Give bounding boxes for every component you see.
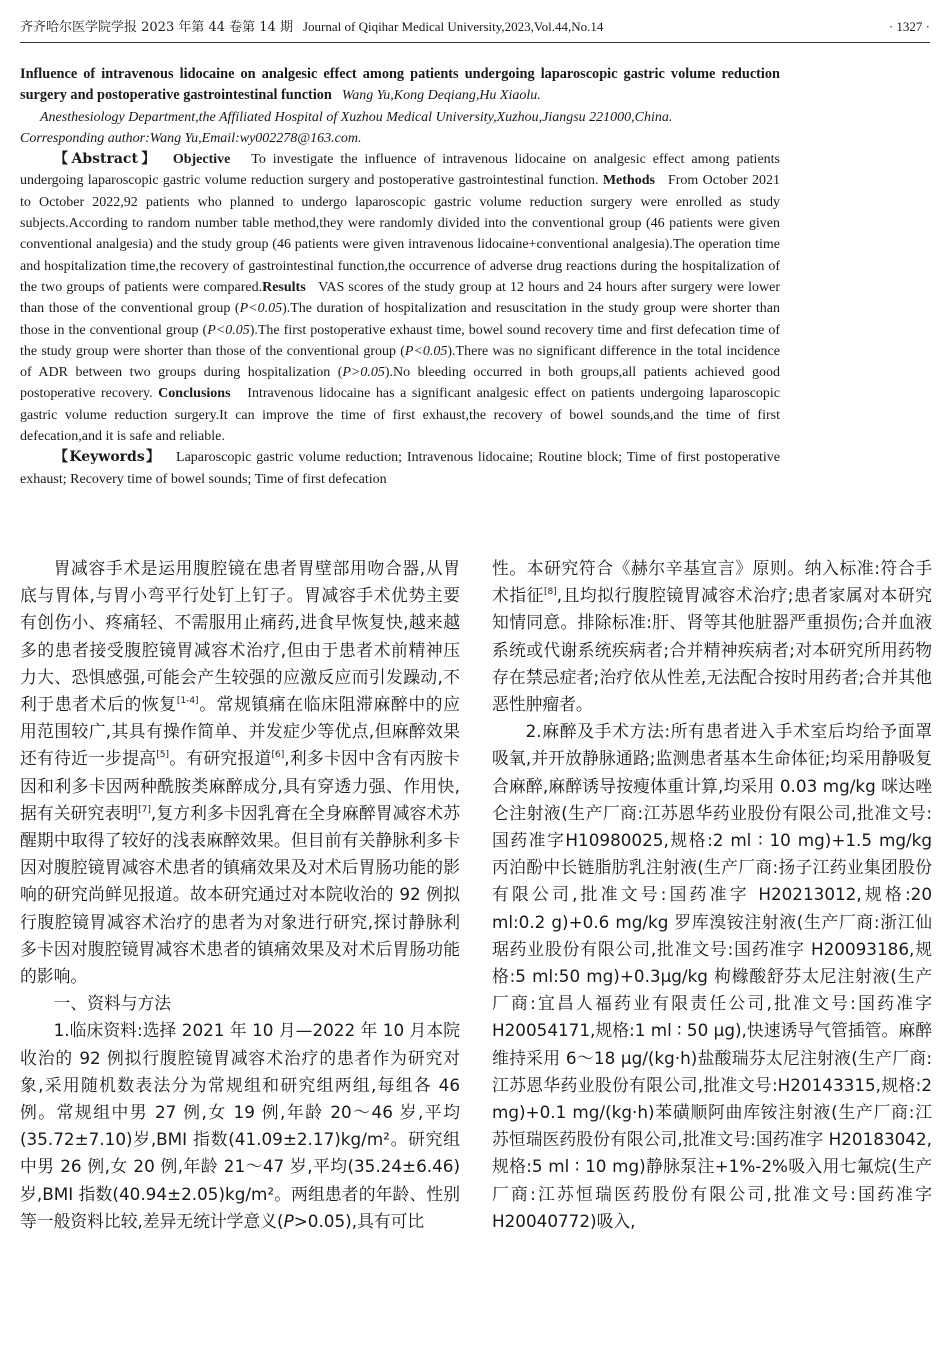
objective-label: Objective [172, 152, 231, 168]
objective-text: To investigate the influence of intravenous lidocaine on analgesic effect among patients undergoing laparoscopic gastric volume reduction surgery and postoperative gastrointestinal function. [20, 152, 780, 189]
title-line [20, 64, 780, 107]
p-value: P<0.05 [404, 343, 448, 359]
running-header [20, 18, 930, 40]
results-text: ).No bleeding occurred in both groups,all patients achieved good postoperative recovery. [20, 365, 780, 402]
body-column-left [20, 555, 460, 1235]
body-text: ,复方利多卡因乳膏在全身麻醉胃减容术苏醒期中取得了较好的浅表麻醉效果。但目前有关静脉利多卡因对腹腔镜胃减容术患者的镇痛效果及对术后胃肠功能的影响的研究尚鲜见报道。故本研究通过对本院收治的 92 例拟行腹腔镜胃减容术治疗的患者为对象进行研究,探讨静脉利多卡因对腹腔镜胃减容术患者的镇痛效果及对术后胃肠功能的影响。 [20, 802, 460, 987]
criteria-paragraph [492, 555, 932, 718]
p-value: P>0.05 [342, 365, 385, 381]
methods-label: Methods [602, 173, 655, 189]
p-value: P<0.05 [239, 301, 283, 317]
journal-name-en: Journal of Qiqihar Medical University,2023,Vol.44,No.14 [302, 19, 604, 34]
keywords-paragraph [20, 447, 780, 490]
body-text: 。常规镇痛在临床阻滞麻醉中的应用范围较广,其具有操作简单、并发症少等优点,但麻醉效果还有待近一步提高 [20, 694, 460, 769]
results-label: Results [262, 279, 306, 295]
header-rule [20, 42, 930, 43]
results-text: ).There was no significant difference in the total incidence of ADR between two groups during hospitalization ( [20, 343, 780, 381]
body-text: >0.05),具有可比 [293, 1210, 425, 1231]
english-abstract-block [20, 64, 780, 490]
affiliation: Anesthesiology Department,the Affiliated Hospital of Xuzhou Medical University,Xuzhou,Jiangsu 221000,China. [40, 109, 673, 125]
keywords-label: 【Keywords】 [54, 449, 162, 466]
methods-text: From October 2021 to October 2022,92 patients who planned to undergo laparoscopic gastric volume reduction surgery were enrolled as study subjects.According to random number table method,they were randomly divided into the conventional group (46 patients were given conventional analgesia) and the study group (46 patients were given intravenous lidocaine+conventional analgesia).The operation time and hospitalization time,the recovery of gastrointestinal function,the occurrence of adverse drug reactions during the hospitalization of the two groups of patients were compared. [20, 173, 781, 295]
body-text: ,利多卡因中含有丙胺卡因和利多卡因两种酰胺类麻醉成分,具有穿透力强、作用快,据有关研究表明 [20, 748, 460, 823]
keywords-text: Laparoscopic gastric volume reduction; Intravenous lidocaine; Routine block; Time of first postoperative exhaust; Recovery time of bowel sounds; Time of first defecation [20, 450, 781, 487]
p-value: P<0.05 [207, 322, 250, 338]
body-text: 。有研究报道 [169, 748, 272, 769]
journal-name-cn: 齐齐哈尔医学院学报 2023 年第 44 卷第 14 期 [20, 20, 293, 35]
paper-title: Influence of intravenous lidocaine on analgesic effect among patients undergoing laparoscopic gastric volume reduction surgery and postoperative gastrointestinal function [20, 66, 780, 104]
clinical-data-paragraph [20, 1017, 460, 1235]
citation-ref: [7] [138, 804, 151, 815]
intro-paragraph [20, 555, 460, 990]
corresponding-author: Corresponding author:Wang Yu,Email:wy002278@163.com. [20, 130, 362, 146]
body-text: 性。本研究符合《赫尔辛基宣言》原则。纳入标准:符合手术指征 [492, 558, 932, 606]
journal-citation [20, 18, 603, 37]
abstract-label: 【Abstract】 [54, 151, 159, 168]
citation-ref: [5] [156, 750, 170, 761]
results-text: ).The duration of hospitalization and resuscitation in the study group were shorter than those in the conventional group ( [20, 301, 780, 338]
page-number: · 1327 · [888, 19, 930, 34]
conclusions-text: Intravenous lidocaine has a significant analgesic effect on patients undergoing laparoscopic gastric volume reduction surgery.It can improve the time of first exhaust,the recovery of bowel sounds,and the time of first defecation,and it is safe and reliable. [20, 386, 781, 445]
body-text: ,且均拟行腹腔镜胃减容术治疗;患者家属对本研究知情同意。排除标准:肝、肾等其他脏器严重损伤;合并血液系统或代谢系统疾病者;合并精神疾病者;对本研究所用药物存在禁忌症者;治疗依从性差,无法配合按时用药者;合并其他恶性肿瘤者。 [492, 585, 932, 715]
citation-ref: [6] [271, 750, 285, 761]
citation-ref: [1-4] [176, 696, 199, 707]
body-text: 1.临床资料:选择 2021 年 10 月—2022 年 10 月本院收治的 92 例拟行腹腔镜胃减容术治疗的患者作为研究对象,采用随机数表法分为常规组和研究组两组,每组各 46 例。常规组中男 27 例,女 19 例,年龄 20～46 岁,平均(35.72±7.10)岁,BMI 指数(41.09±2.17)kg/m²。研究组中男 26 例,女 20 例,年龄 21～47 岁,平均(35.24±6.46)岁,BMI 指数(40.94±2.05)kg/m²。两组患者的年龄、性别等一般资料比较,差异无统计学意义( [20, 1020, 460, 1231]
conclusions-label: Conclusions [158, 386, 231, 402]
abstract-paragraph [20, 149, 780, 447]
citation-ref: [8] [543, 587, 557, 598]
results-text: ).The first postoperative exhaust time, bowel sound recovery time and first defecation time of the study group were shorter than those of the conventional group ( [20, 322, 780, 359]
body-text: 胃减容手术是运用腹腔镜在患者胃壁部用吻合器,从胃底与胃体,与胃小弯平行处钉上钉子。胃减容手术优势主要有创伤小、疼痛轻、不需服用止痛药,进食早恢复快,越来越多的患者接受腹腔镜胃减容术治疗,但由于患者术前精神压力大、恐惧感强,可能会产生较强的应激反应而引发躁动,不利于患者术后的恢复 [20, 558, 460, 715]
section-heading: 一、资料与方法 [53, 993, 172, 1014]
anesthesia-method-paragraph: 2.麻醉及手术方法:所有患者进入手术室后均给予面罩吸氧,并开放静脉通路;监测患者基本生命体征;均采用静吸复合麻醉,麻醉诱导按瘦体重计算,均采用 0.03 mg/kg 咪达唑仑注射液(生产厂商:江苏恩华药业股份有限公司,批准文号:国药准字H10980025,规格:2 ml ∶ 10 mg)+1.5 mg/kg 丙泊酚中长链脂肪乳注射液(生产厂商:扬子江药业集团股份有限公司,批准文号:国药准字 H20213012,规格:20 ml:0.2 g)+0.6 mg/kg 罗库溴铵注射液(生产厂商:浙江仙琚药业股份有限公司,批准文号:国药准字 H20093186,规格:5 ml:50 mg)+0.3μg/kg 枸橼酸舒芬太尼注射液(生产厂商:宜昌人福药业有限责任公司,批准文号:国药准字 H20054171,规格:1 ml ∶ 50 μg),快速诱导气管插管。麻醉维持采用 6～18 μg/(kg·h)盐酸瑞芬太尼注射液(生产厂商:江苏恩华药业股份有限公司,批准文号:H20143315,规格:2 mg)+0.1 mg/(kg·h)苯磺顺阿曲库铵注射液(生产厂商:江苏恒瑞医药股份有限公司,批准文号:国药准字 H20183042,规格:5 ml ∶ 10 mg)静脉泵注+1%-2%吸入用七氟烷(生产厂商:江苏恒瑞医药股份有限公司,批准文号:国药准字 H20040772)吸入, [492, 721, 932, 1231]
body-column-right [492, 555, 932, 1235]
p-symbol: P [283, 1210, 294, 1231]
results-text: VAS scores of the study group at 12 hours and 24 hours after surgery were lower than those of the conventional group ( [20, 279, 780, 317]
authors: Wang Yu,Kong Deqiang,Hu Xiaolu. [341, 88, 541, 104]
